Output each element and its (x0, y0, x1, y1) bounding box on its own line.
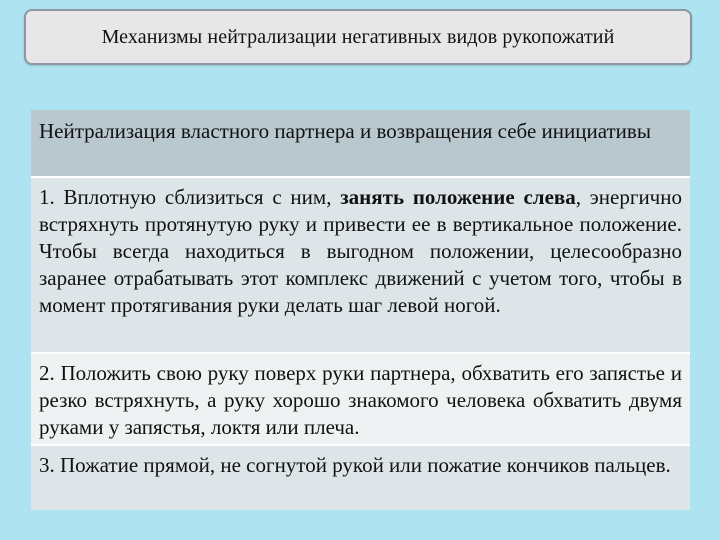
row-1-bold-text: занять положение слева (340, 185, 576, 209)
table-row-3: 3. Пожатие прямой, не согнутой рукой или пожатие кончиков пальцев. (31, 444, 690, 510)
table-row-1 (31, 176, 690, 352)
row-1-text-end: , энергично встряхнуть протянутую руку и привести ее в вертикальное положение. Чтобы всегда находиться в выгодном положении, целесообразно заранее отрабатывать этот комплекс движений с учетом того, чтобы в момент протягивания руки делать шаг левой ногой. (39, 185, 682, 317)
row-1-text-start: 1. Вплотную сблизиться с ним, (39, 185, 341, 209)
content-table (31, 110, 690, 510)
slide-title-box (24, 9, 692, 65)
table-row-2: 2. Положить свою руку поверх руки партнера, обхватить его запястье и резко встряхнуть, а руку хорошо знакомого человека обхватить двумя руками у запястья, локтя или плеча. (31, 352, 690, 444)
slide-title: Механизмы нейтрализации негативных видов рукопожатий (101, 26, 615, 48)
table-header: Нейтрализация властного партнера и возвращения себе инициативы (31, 110, 690, 176)
